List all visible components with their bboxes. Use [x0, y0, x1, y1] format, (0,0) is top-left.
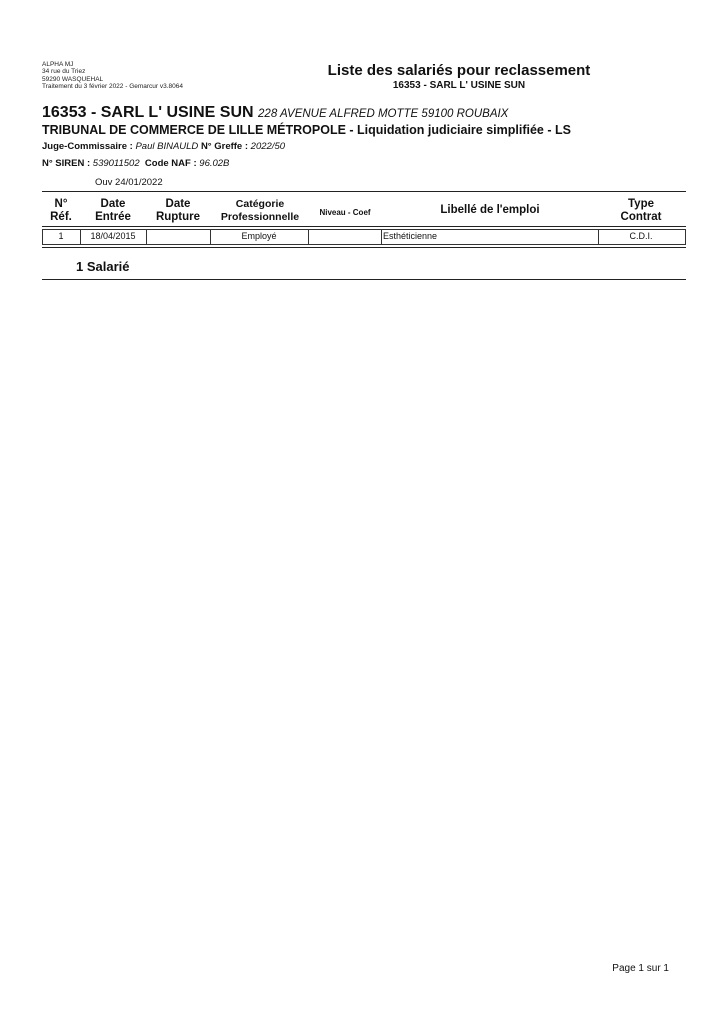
cell-date-rupture	[146, 229, 210, 243]
sender-block	[42, 61, 183, 91]
naf-value: 96.02B	[199, 158, 230, 169]
siren-label: N° SIREN :	[42, 158, 91, 169]
cell-libelle: Esthéticienne	[383, 231, 438, 241]
judge-value: Paul BINAULD	[135, 141, 199, 152]
employee-total: 1 Salarié	[76, 259, 130, 274]
company-name: 16353 - SARL L' USINE SUN	[42, 104, 254, 121]
document-subtitle: 16353 - SARL L' USINE SUN	[392, 80, 526, 91]
cell-categorie: Employé	[241, 231, 277, 241]
table-header-rule	[42, 226, 686, 227]
cell-date-entree: 18/04/2015	[90, 231, 136, 241]
header-date-rupture: Date Rupture	[155, 198, 201, 223]
sender-street: 34 rue du Triez	[42, 68, 86, 76]
table-top-rule	[42, 191, 686, 192]
header-niveau: Niveau - Coef	[319, 208, 371, 217]
sender-name: ALPHA MJ	[42, 61, 74, 68]
header-categorie: Catégorie Professionnelle	[220, 198, 300, 223]
siren-value: 539011502	[92, 158, 140, 169]
greffe-value: 2022/50	[250, 141, 286, 152]
header-ref: N° Réf.	[50, 198, 72, 223]
header-type-contrat: Type Contrat	[620, 198, 662, 223]
sender-city: 59290 WASQUEHAL	[42, 75, 104, 83]
cell-ref: 1	[58, 231, 64, 241]
greffe-label: N° Greffe :	[200, 141, 249, 152]
judge-line	[42, 141, 285, 152]
summary-rule	[42, 279, 686, 280]
header-date-entree: Date Entrée	[95, 198, 131, 223]
company-heading	[42, 104, 508, 122]
table-bottom-rule	[42, 247, 686, 248]
company-address: 228 AVENUE ALFRED MOTTE 59100 ROUBAIX	[258, 108, 509, 120]
tribunal-line: TRIBUNAL DE COMMERCE DE LILLE MÉTROPOLE - Liquidation judiciaire simplifiée - LS	[42, 123, 571, 137]
processing-info: Traitement du 3 février 2022 - Gemarcur v3.8064	[42, 83, 184, 91]
document-title: Liste des salariés pour reclassement	[327, 62, 591, 79]
cell-niveau	[308, 229, 381, 243]
opening-date: Ouv 24/01/2022	[95, 177, 163, 188]
header-libelle: Libellé de l'emploi	[440, 204, 540, 216]
naf-label: Code NAF :	[144, 158, 197, 169]
judge-label: Juge-Commissaire :	[42, 141, 133, 152]
cell-type-contrat: C.D.I.	[629, 231, 653, 241]
siren-line	[42, 158, 229, 169]
page-number: Page 1 sur 1	[612, 963, 669, 974]
